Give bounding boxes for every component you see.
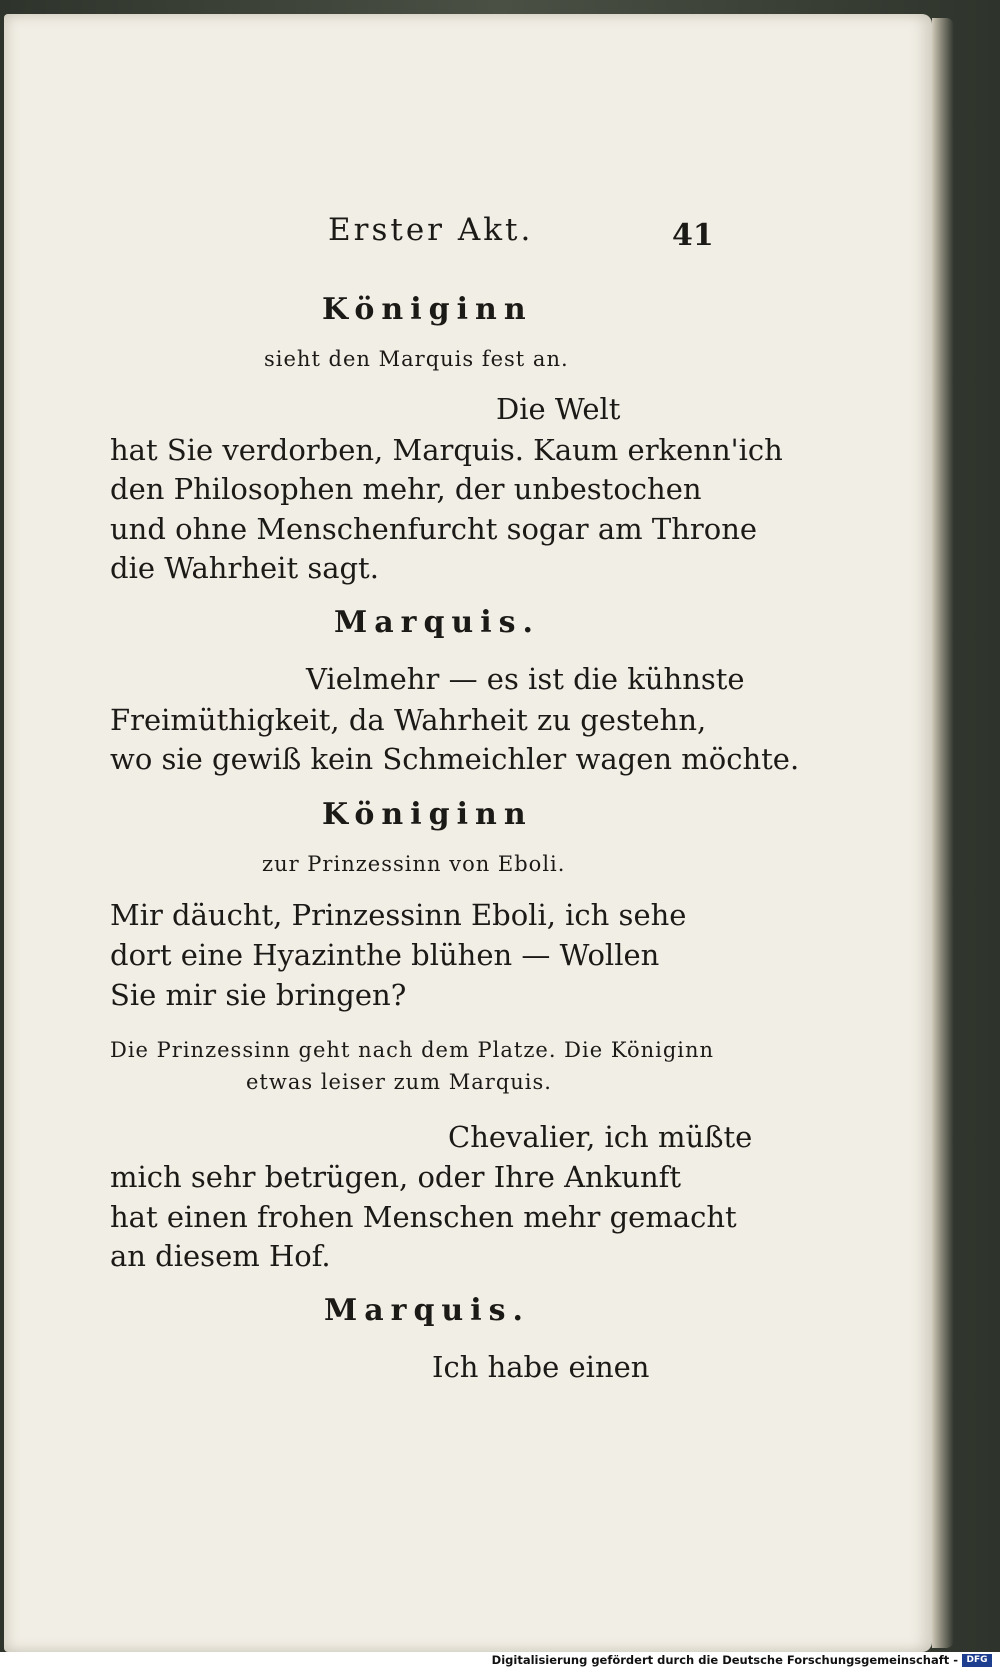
verse-line: Mir däucht, Prinzessinn Eboli, ich sehe xyxy=(110,898,687,932)
stage-direction: Die Prinzessinn geht nach dem Platze. Die Königinn xyxy=(110,1038,715,1062)
verse-line: die Wahrheit sagt. xyxy=(110,551,379,585)
speaker-name: Königinn xyxy=(322,797,533,832)
speaker-name: Königinn xyxy=(322,292,533,327)
stage-direction: etwas leiser zum Marquis. xyxy=(246,1070,552,1094)
verse-line: hat Sie verdorben, Marquis. Kaum erkenn'ich xyxy=(110,433,783,467)
verse-line: Freimüthigkeit, da Wahrheit zu gestehn, xyxy=(110,703,707,737)
verse-line: hat einen frohen Menschen mehr gemacht xyxy=(110,1200,737,1234)
verse-line: und ohne Menschenfurcht sogar am Throne xyxy=(110,512,758,546)
verse-line: an diesem Hof. xyxy=(110,1239,331,1273)
verse-line: Die Welt xyxy=(496,392,621,426)
verse-line: dort eine Hyazinthe blühen — Wollen xyxy=(110,938,660,972)
verse-line: Chevalier, ich müßte xyxy=(448,1120,753,1154)
running-head: Erster Akt. xyxy=(328,212,534,248)
verse-line: wo sie gewiß kein Schmeichler wagen möchte. xyxy=(110,742,800,776)
speaker-name: Marquis. xyxy=(324,1293,530,1328)
dfg-logo-icon: DFG xyxy=(962,1654,992,1667)
stage-direction: sieht den Marquis fest an. xyxy=(264,347,569,371)
verse-line: Sie mir sie bringen? xyxy=(110,978,407,1012)
stage-direction: zur Prinzessinn von Eboli. xyxy=(262,852,566,876)
page-number: 41 xyxy=(672,218,714,253)
page-edge xyxy=(932,18,954,1648)
book-page xyxy=(4,14,932,1652)
footer-credit: Digitalisierung gefördert durch die Deutsche Forschungsgemeinschaft - xyxy=(491,1653,958,1667)
verse-line: Vielmehr — es ist die kühnste xyxy=(306,662,745,696)
verse-line: Ich habe einen xyxy=(432,1350,650,1384)
speaker-name: Marquis. xyxy=(334,605,540,640)
verse-line: den Philosophen mehr, der unbestochen xyxy=(110,472,702,506)
verse-line: mich sehr betrügen, oder Ihre Ankunft xyxy=(110,1160,682,1194)
